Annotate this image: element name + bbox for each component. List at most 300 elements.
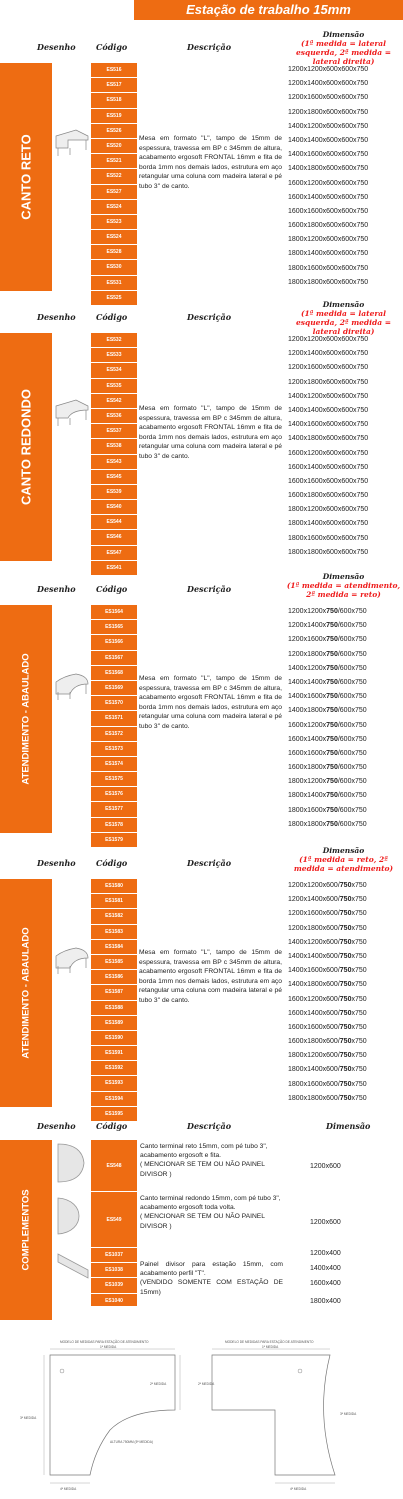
band-complementos: COMPLEMENTOS — [0, 1140, 52, 1320]
dim-part: /600x750 — [337, 792, 367, 800]
dim-cell — [288, 690, 403, 704]
right-m2: 2ª MEDIDA — [198, 1382, 215, 1386]
dim-cell: 1800x1200x600x600x750 — [288, 236, 369, 244]
description: Mesa em formato "L", tampo de 15mm de espessura, travessa em BP c 345mm de altura, acabamento ergosoft FRONTAL 16mm e fita de borda 1mm nos demais lados, estrutura em aço retangular uma coluna com madeira lateral e pé tubo 3'' de canto. — [139, 675, 282, 730]
dim-part: 1800x1200x600/ — [288, 1052, 340, 1060]
dim-cell: 1400x1800x600x600x750 — [288, 435, 369, 443]
dim-cell — [288, 662, 403, 676]
code-cell: ES521 — [91, 154, 137, 169]
dim-part: 1600x1600x600/ — [288, 1023, 340, 1031]
dim-part: 1400x1800x600/ — [288, 981, 340, 989]
code-cell: ES517 — [91, 78, 137, 93]
dim-cell — [288, 879, 403, 893]
dim-cell — [288, 704, 403, 718]
code-cell: ES526 — [91, 124, 137, 139]
dim-cell — [288, 804, 403, 818]
dim-cell: 1600x1800x600x600x750 — [288, 492, 369, 500]
dim-cell: 1200x1800x600x600x750 — [288, 108, 369, 116]
code-cell: ES541 — [91, 561, 137, 576]
code-cell: ES1588 — [91, 1001, 137, 1016]
dim-cell — [288, 676, 403, 690]
dim-part: 1800x1800x600/ — [288, 1094, 340, 1102]
code-cell: ES1591 — [91, 1046, 137, 1061]
canto-reto-terminal-image — [56, 1142, 88, 1184]
code-cell: ES543 — [91, 455, 137, 470]
dim-cell: 1600x1400x600x600x750 — [288, 193, 369, 201]
header-codigo: Código — [96, 42, 128, 52]
code-cell: ES1579 — [91, 833, 137, 848]
header-desenho: Desenho — [37, 312, 76, 322]
code-cell: ES1593 — [91, 1076, 137, 1091]
left-altura: ALTURA 750MM (5ª MEDIDA) — [110, 1440, 153, 1444]
header-codigo: Código — [96, 312, 128, 322]
dim-cell — [288, 648, 403, 662]
dim-cell — [288, 964, 403, 978]
left-drawing-title: MODELO DE MEDIDAS PARA ESTAÇÃO DE ATENDIMENTO — [60, 1340, 149, 1344]
description: Mesa em formato "L", tampo de 15mm de espessura, travessa em BP c 345mm de altura, acabamento ergosoft FRONTAL 16mm e fita de borda 1mm nos demais lados, estrutura em aço retangular uma coluna com madeira lateral e pé tubo 3'' de canto. — [139, 949, 282, 1004]
codes-painel — [91, 1248, 137, 1306]
code-cell: ES1040 — [91, 1294, 137, 1309]
code-cell: ES533 — [91, 348, 137, 363]
band-text: CANTO RETO — [18, 134, 34, 220]
code-cell: ES1590 — [91, 1031, 137, 1046]
code-cell: ES1038 — [91, 1263, 137, 1278]
dim-part: x750 — [351, 981, 367, 989]
dim-part: 1400x1600x — [288, 693, 327, 701]
code-es548: ES548 — [91, 1140, 137, 1191]
right-m3: 3ª MEDIDA — [340, 1412, 357, 1416]
dim-cell — [288, 747, 403, 761]
dim-part: 1600x1800x — [288, 764, 327, 772]
dim-cell — [288, 605, 403, 619]
dim-part: 1400x1400x600/ — [288, 952, 340, 960]
code-cell: ES1581 — [91, 894, 137, 909]
desk-image — [54, 946, 90, 976]
dim-bold: 750 — [326, 678, 338, 686]
dim-bold: 750 — [339, 952, 352, 960]
code-cell: ES523 — [91, 215, 137, 230]
code-cell: ES1569 — [91, 681, 137, 696]
dim-cell: 1400x1200x600x600x750 — [288, 392, 369, 400]
desc-es548: Canto terminal reto 15mm, com pé tubo 3", acabamento ergosoft e fita. ( MENCIONAR SE TEM OU NÃO PAINEL DIVISOR ) — [140, 1143, 268, 1178]
dim-part: 1600x1800x600/ — [288, 1038, 340, 1046]
right-m4: 4ª MEDIDA — [290, 1487, 307, 1491]
dim-cell — [288, 1063, 403, 1077]
code-cell: ES1594 — [91, 1092, 137, 1107]
dim-painel: 1800x400 — [310, 1298, 341, 1305]
dim-es549: 1200x600 — [310, 1219, 341, 1226]
left-m1: 1ª MEDIDA — [100, 1345, 117, 1349]
dim-bold: 750 — [339, 967, 352, 975]
dim-part: /600x750 — [337, 636, 367, 644]
band-text: ATENDIMENTO - ABAULADO — [20, 927, 32, 1059]
desk-image — [54, 672, 90, 702]
header-desenho: Desenho — [37, 42, 76, 52]
dim-cell: 1200x1400x600x600x750 — [288, 80, 369, 88]
code-cell: ES1572 — [91, 727, 137, 742]
dim-part: 1800x1400x — [288, 792, 327, 800]
dim-bold: 750 — [339, 1052, 352, 1060]
dim-bold: 750 — [326, 792, 338, 800]
dim-cell: 1800x1400x600x600x750 — [288, 250, 369, 258]
description: Mesa em formato "L", tampo de 15mm de espessura, travessa em BP c 345mm de altura, acabamento ergosoft FRONTAL 16mm e fita de borda 1mm nos demais lados, estrutura em aço retangular uma coluna com madeira lateral e pé tubo 3'' de canto. — [139, 405, 282, 460]
code-cell: ES1583 — [91, 925, 137, 940]
code-cell: ES1571 — [91, 711, 137, 726]
desk-image — [54, 398, 90, 428]
header-dimensao: Dimensão — [326, 1121, 371, 1131]
code-cell: ES1580 — [91, 879, 137, 894]
code-cell: ES1039 — [91, 1278, 137, 1293]
dim-part: /600x750 — [337, 608, 367, 615]
codes-column — [91, 605, 137, 848]
code-cell: ES540 — [91, 500, 137, 515]
dim-bold: 750 — [326, 721, 338, 729]
dim-part: 1800x1200x — [288, 778, 327, 786]
dim-cell: 1600x1800x600x600x750 — [288, 222, 369, 230]
dim-bold: 750 — [326, 764, 338, 772]
dimension-header — [284, 846, 403, 873]
dim-part: 1200x1800x600/ — [288, 924, 340, 932]
code-cell: ES545 — [91, 470, 137, 485]
code-cell: ES1587 — [91, 985, 137, 1000]
code-cell: ES1592 — [91, 1061, 137, 1076]
codes-column — [91, 879, 137, 1122]
drawing-left — [20, 1339, 180, 1491]
header-codigo: Código — [96, 858, 128, 868]
section-3 — [0, 572, 403, 843]
code-cell: ES1595 — [91, 1107, 137, 1122]
dim-cell — [288, 761, 403, 775]
dim-cell — [288, 775, 403, 789]
dim-cell: 1400x1400x600x600x750 — [288, 406, 369, 414]
codes-column — [91, 333, 137, 576]
dim-cell — [288, 993, 403, 1007]
dim-cell: 1200x1800x600x600x750 — [288, 378, 369, 386]
dim-part: 1600x1600x — [288, 749, 327, 757]
desk-image — [54, 128, 90, 158]
desc-painel: Painel divisor para estação 15mm, com acabamento perfil "T". (VENDIDO SOMENTE COM ESTAÇÃO DE 15mm) — [140, 1261, 283, 1296]
description: Mesa em formato "L", tampo de 15mm de espessura, travessa em BP c 345mm de altura, acabamento ergosoft FRONTAL 16mm e fita de borda 1mm nos demais lados, estrutura em aço retangular uma coluna com madeira lateral e pé tubo 3'' de canto. — [139, 135, 282, 190]
code-cell: ES519 — [91, 109, 137, 124]
dim-bold: 750 — [339, 995, 352, 1003]
dim-part: x750 — [351, 1080, 367, 1088]
code-cell: ES1586 — [91, 970, 137, 985]
dim-bold: 750 — [339, 1080, 352, 1088]
dim-cell — [288, 1049, 403, 1063]
dim-bold: 750 — [339, 938, 352, 946]
dim-cell: 1800x1600x600x600x750 — [288, 264, 369, 272]
code-cell: ES518 — [91, 93, 137, 108]
header-descricao: Descrição — [187, 584, 232, 594]
dim-bold: 750 — [326, 778, 338, 786]
dim-cell: 1400x1600x600x600x750 — [288, 421, 369, 429]
code-cell: ES1565 — [91, 620, 137, 635]
dim-es548: 1200x600 — [310, 1163, 341, 1170]
dim-part: 1400x1800x — [288, 707, 327, 715]
dim-cell: 1600x1600x600x600x750 — [288, 207, 369, 215]
dimension-title: Dimensão — [322, 846, 365, 855]
dim-part: 1600x1400x600/ — [288, 1009, 340, 1017]
dim-part: 1200x1200x600/ — [288, 882, 340, 889]
dim-cell: 1200x1600x600x600x750 — [288, 94, 369, 102]
code-cell: ES536 — [91, 409, 137, 424]
dim-part: /600x750 — [337, 778, 367, 786]
dim-part: 1400x1600x600/ — [288, 967, 340, 975]
dim-part: x750 — [351, 910, 367, 918]
dim-bold: 750 — [339, 924, 352, 932]
dim-bold: 750 — [339, 896, 352, 904]
dimension-note: (1ª medida = lateral esquerda, 2ª medida = lateral direita) — [295, 39, 392, 66]
band-text: CANTO REDONDO — [18, 388, 34, 506]
dim-cell: 1800x1600x600x600x750 — [288, 534, 369, 542]
dim-part: x750 — [351, 1038, 367, 1046]
dim-part: 1400x1200x — [288, 664, 327, 672]
dim-part: 1200x1800x — [288, 650, 327, 658]
code-cell: ES538 — [91, 439, 137, 454]
left-m4: 4ª MEDIDA — [60, 1487, 77, 1491]
dim-part: 1800x1600x600/ — [288, 1080, 340, 1088]
code-cell: ES544 — [91, 515, 137, 530]
dim-part: /600x750 — [337, 735, 367, 743]
dim-part: 1400x1400x — [288, 678, 327, 686]
dim-bold: 750 — [326, 749, 338, 757]
code-cell: ES530 — [91, 260, 137, 275]
header-descricao: Descrição — [187, 312, 232, 322]
band-label — [0, 333, 52, 561]
dim-part: /600x750 — [337, 749, 367, 757]
dim-bold: 750 — [326, 608, 338, 615]
code-cell: ES1584 — [91, 940, 137, 955]
dim-bold: 750 — [339, 882, 352, 889]
dim-cell — [288, 619, 403, 633]
dim-part: 1200x1200x — [288, 608, 327, 615]
dim-part: 1600x1200x600/ — [288, 995, 340, 1003]
code-cell: ES1575 — [91, 772, 137, 787]
dimension-title: Dimensão — [322, 572, 365, 581]
dim-cell — [288, 1092, 403, 1106]
dim-cell: 1200x1400x600x600x750 — [288, 350, 369, 358]
dim-part: 1800x1400x600/ — [288, 1066, 340, 1074]
band-label — [0, 63, 52, 291]
dim-bold: 750 — [339, 1066, 352, 1074]
dim-part: /600x750 — [337, 721, 367, 729]
dim-part: /600x750 — [337, 678, 367, 686]
dimension-note: (1ª medida = reto, 2ª medida = atendimento) — [293, 855, 394, 873]
dimension-header — [284, 30, 403, 66]
dim-bold: 750 — [339, 1038, 352, 1046]
dim-cell — [288, 633, 403, 647]
header-codigo: Código — [96, 1121, 128, 1131]
dim-part: 1200x1400x — [288, 622, 327, 630]
dim-cell: 1400x1800x600x600x750 — [288, 165, 369, 173]
dim-cell: 1800x1800x600x600x750 — [288, 278, 369, 286]
drawing-right — [198, 1339, 357, 1491]
code-cell: ES1576 — [91, 787, 137, 802]
dimension-note: (1ª medida = lateral esquerda, 2ª medida = lateral direita) — [295, 309, 392, 336]
code-cell: ES524 — [91, 230, 137, 245]
band-label — [0, 879, 52, 1107]
code-cell: ES547 — [91, 546, 137, 561]
dim-part: /600x750 — [337, 764, 367, 772]
dim-bold: 750 — [326, 693, 338, 701]
dim-cell — [288, 789, 403, 803]
dim-bold: 750 — [326, 820, 338, 828]
desc-es549: Canto terminal redondo 15mm, com pé tubo 3", acabamento ergosoft toda volta. ( MENCIONAR SE TEM OU NÃO PAINEL DIVISOR ) — [140, 1195, 281, 1230]
code-es549: ES549 — [91, 1192, 137, 1247]
code-cell: ES1577 — [91, 802, 137, 817]
dim-cell — [288, 922, 403, 936]
code-cell: ES525 — [91, 291, 137, 306]
dim-cell: 1400x1200x600x600x750 — [288, 122, 369, 130]
dim-part: x750 — [351, 967, 367, 975]
dim-cell: 1600x1400x600x600x750 — [288, 463, 369, 471]
header-descricao: Descrição — [187, 42, 232, 52]
dim-cell: 1600x1600x600x600x750 — [288, 477, 369, 485]
dim-bold: 750 — [326, 664, 338, 672]
dim-cell: 1200x1600x600x600x750 — [288, 364, 369, 372]
dims-column — [288, 605, 403, 832]
code-cell: ES532 — [91, 333, 137, 348]
dim-cell — [288, 907, 403, 921]
dim-part: /600x750 — [337, 622, 367, 630]
dimension-header — [284, 300, 403, 336]
code-cell: ES527 — [91, 185, 137, 200]
dim-painel: 1200x400 — [310, 1250, 341, 1257]
code-cell: ES528 — [91, 245, 137, 260]
code-cell: ES1037 — [91, 1248, 137, 1263]
dim-cell — [288, 1007, 403, 1021]
dim-part: x750 — [351, 938, 367, 946]
dim-cell: 1800x1200x600x600x750 — [288, 506, 369, 514]
code-cell: ES531 — [91, 276, 137, 291]
header-desenho: Desenho — [37, 1121, 76, 1131]
dim-part: 1200x1600x — [288, 636, 327, 644]
codes-column — [91, 63, 137, 306]
right-drawing-title: MODELO DE MEDIDAS PARA ESTAÇÃO DE ATENDIMENTO — [225, 1340, 314, 1344]
dim-part: x750 — [351, 1009, 367, 1017]
dim-bold: 750 — [339, 1023, 352, 1031]
dim-cell: 1600x1200x600x600x750 — [288, 179, 369, 187]
dim-bold: 750 — [326, 735, 338, 743]
dim-cell — [288, 893, 403, 907]
dim-painel: 1600x400 — [310, 1280, 341, 1287]
dim-cell: 1800x1400x600x600x750 — [288, 520, 369, 528]
dim-part: /600x750 — [337, 664, 367, 672]
dim-cell: 1200x1200x600x600x750 — [288, 336, 369, 343]
left-m2: 2ª MEDIDA — [150, 1382, 167, 1386]
section-1 — [0, 30, 403, 301]
header-desenho: Desenho — [37, 584, 76, 594]
dim-bold: 750 — [339, 910, 352, 918]
dim-part: x750 — [351, 896, 367, 904]
dim-part: /600x750 — [337, 820, 367, 828]
dim-part: x750 — [351, 1094, 367, 1102]
dimension-note: (1ª medida = atendimento, 2ª medida = reto) — [286, 581, 401, 599]
dim-part: /600x750 — [337, 806, 367, 814]
code-cell: ES1573 — [91, 742, 137, 757]
left-m3: 3ª MEDIDA — [20, 1416, 37, 1420]
canto-redondo-terminal-image — [56, 1196, 88, 1236]
dim-bold: 750 — [326, 636, 338, 644]
code-cell: ES524 — [91, 200, 137, 215]
dim-part: 1600x1200x — [288, 721, 327, 729]
dim-part: x750 — [351, 1066, 367, 1074]
code-cell: ES1567 — [91, 651, 137, 666]
dim-part: 1200x1600x600/ — [288, 910, 340, 918]
dim-bold: 750 — [326, 806, 338, 814]
dim-part: x750 — [351, 1023, 367, 1031]
dims-column — [288, 879, 403, 1106]
code-cell: ES1570 — [91, 696, 137, 711]
dim-part: /600x750 — [337, 693, 367, 701]
code-cell: ES1568 — [91, 666, 137, 681]
dim-part: x750 — [351, 924, 367, 932]
dim-cell — [288, 978, 403, 992]
code-cell: ES1589 — [91, 1016, 137, 1031]
dim-part: /600x750 — [337, 650, 367, 658]
dim-part: x750 — [351, 882, 367, 889]
dim-part: 1200x1400x600/ — [288, 896, 340, 904]
dim-part: x750 — [351, 995, 367, 1003]
code-cell: ES1566 — [91, 635, 137, 650]
code-cell: ES516 — [91, 63, 137, 78]
dim-bold: 750 — [326, 707, 338, 715]
dim-part: 1800x1600x — [288, 806, 327, 814]
right-m1: 1ª MEDIDA — [262, 1345, 279, 1349]
code-cell: ES520 — [91, 139, 137, 154]
dim-part: 1400x1200x600/ — [288, 938, 340, 946]
dim-cell — [288, 950, 403, 964]
code-cell: ES535 — [91, 379, 137, 394]
dim-bold: 750 — [339, 1009, 352, 1017]
dim-cell: 1800x1800x600x600x750 — [288, 548, 369, 556]
complementos-section — [0, 1120, 403, 1335]
dim-cell: 1400x1400x600x600x750 — [288, 136, 369, 144]
dim-part: 1600x1400x — [288, 735, 327, 743]
painel-divisor-image — [56, 1250, 90, 1282]
header-desenho: Desenho — [37, 858, 76, 868]
dim-cell: 1400x1600x600x600x750 — [288, 151, 369, 159]
page-title: Estação de trabalho 15mm — [134, 0, 403, 20]
code-cell: ES1578 — [91, 818, 137, 833]
code-cell: ES546 — [91, 530, 137, 545]
dim-cell — [288, 1021, 403, 1035]
code-cell: ES1564 — [91, 605, 137, 620]
header-descricao: Descrição — [187, 1121, 232, 1131]
dim-cell — [288, 733, 403, 747]
dim-part: x750 — [351, 1052, 367, 1060]
section-2 — [0, 300, 403, 571]
dim-cell — [288, 818, 403, 832]
dim-cell — [288, 936, 403, 950]
dim-cell: 1200x1200x600x600x750 — [288, 66, 369, 73]
dim-bold: 750 — [339, 981, 352, 989]
code-cell: ES534 — [91, 363, 137, 378]
code-cell: ES539 — [91, 485, 137, 500]
code-cell: ES542 — [91, 394, 137, 409]
dim-cell: 1600x1200x600x600x750 — [288, 449, 369, 457]
dim-part: /600x750 — [337, 707, 367, 715]
dimension-title: Dimensão — [322, 300, 365, 309]
code-cell: ES1582 — [91, 909, 137, 924]
header-descricao: Descrição — [187, 858, 232, 868]
dim-part: 1800x1800x — [288, 820, 327, 828]
dim-painel: 1400x400 — [310, 1265, 341, 1272]
dims-column — [288, 333, 403, 560]
section-4 — [0, 846, 403, 1117]
dim-cell — [288, 719, 403, 733]
dim-cell — [288, 1035, 403, 1049]
